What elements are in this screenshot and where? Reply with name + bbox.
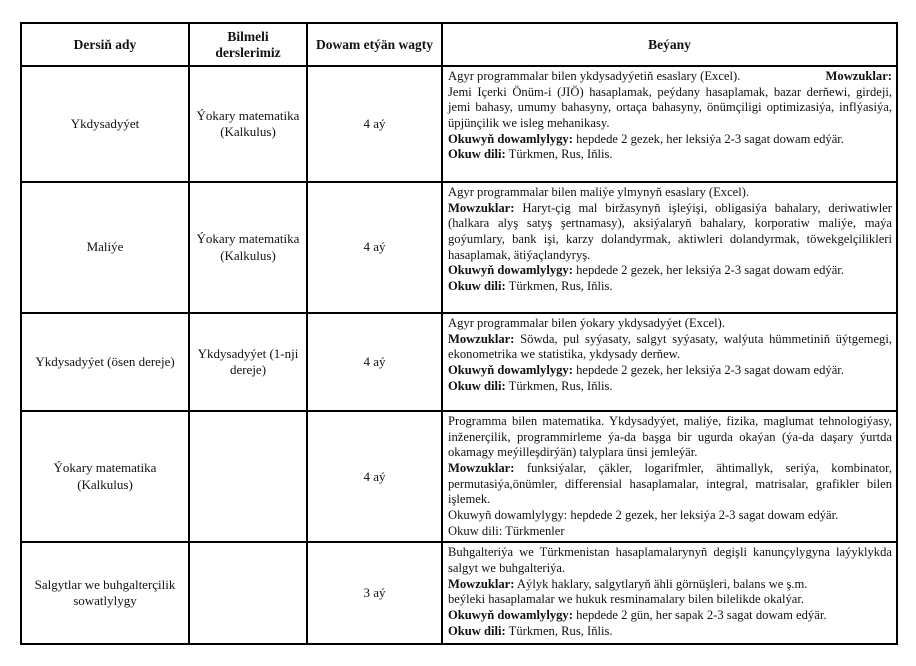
description-label: Okuw dili:	[448, 623, 506, 638]
table-header-row	[21, 23, 897, 66]
description-line	[448, 201, 892, 264]
description-line	[448, 363, 892, 379]
description-text: Jemi Içerki Önüm-i (JIÖ) hasaplamak, peýdany hasaplamak, bazar derňewi, girdeji, jemi bahasy, umumy bahasyny, ortaça bahasyny, önümçiligi optimizasiýa, inflýasiýa, üpjünçilik we isleg mehanikasy.	[448, 84, 892, 131]
description-line	[448, 147, 892, 163]
description-text: Agyr programmalar bilen ykdysadyýetiň esaslary (Excel).	[448, 69, 741, 83]
description-cell	[442, 542, 897, 644]
description-text: Türkmen, Rus, Iňlis.	[505, 147, 613, 162]
description-line	[448, 332, 892, 363]
description-text: funksiýalar, çäkler, logarifmler, ähtimallyk, seriýa, kombinator, permutasiýa,önümler, differensial hasaplamalar, integral, matrisalar, grafikler bilen işlemek.	[448, 461, 892, 507]
description-line	[448, 461, 892, 508]
description-text: Okuw dili: Türkmenler	[448, 523, 565, 538]
description-label: Mowzuklar:	[448, 461, 515, 476]
description-text: Türkmen, Rus, Iňlis.	[505, 279, 613, 294]
description-line	[448, 279, 892, 295]
table-row	[21, 182, 897, 313]
description-text: Haryt-çig mal biržasynyň işleýişi, obligasiýa bahalary, deriwatiwler (halkara alyş satyş şertnamasy), aksiýalaryň bahalary, korporatiw maliýe, maýa goýumlary, bank işi, karzy dolandyrmak, aktiwleri dolandyrmak, töwekgelçilikleri hasaplamak, ätiýaçlandyryş.	[448, 200, 892, 262]
description-text: Buhgalteriýa we Türkmenistan hasaplamalarynyň degişli kanunçylygyna laýyklykda salgyt we buhgalteriýa.	[448, 545, 892, 576]
description-label: Okuwyň dowamlylygy:	[448, 131, 573, 146]
description-cell	[442, 182, 897, 313]
description-line	[448, 85, 892, 132]
description-cell	[442, 411, 897, 542]
description-text: hepdede 2 gezek, her leksiýa 2-3 sagat dowam edýär.	[572, 131, 844, 146]
prerequisite-cell: Ykdysadyýet (1-nji dereje)	[189, 313, 307, 411]
description-label: Okuwyň dowamlylygy:	[448, 363, 573, 378]
duration-cell: 3 aý	[307, 542, 442, 644]
description-label: Okuw dili:	[448, 279, 506, 294]
description-line	[448, 414, 892, 461]
description-text: Türkmen, Rus, Iňlis.	[505, 623, 613, 638]
table-row	[21, 542, 897, 644]
description-label: Mowzuklar:	[825, 69, 892, 83]
header-course-name: Dersiň ady	[21, 23, 189, 66]
duration-cell: 4 aý	[307, 66, 442, 182]
description-label: Okuw dili:	[448, 378, 506, 393]
description-line	[448, 508, 892, 524]
description-line	[448, 379, 892, 395]
description-line	[448, 69, 892, 85]
description-line	[448, 524, 892, 540]
description-cell	[442, 66, 897, 182]
table-row	[21, 313, 897, 411]
course-name-cell: Salgytlar we buhgalterçilik sowatlylygy	[21, 542, 189, 644]
description-line	[448, 624, 892, 640]
course-name-cell: Ýokary matematika (Kalkulus)	[21, 411, 189, 542]
duration-cell: 4 aý	[307, 313, 442, 411]
prerequisite-cell	[189, 411, 307, 542]
description-text: beýleki hasaplamalar we hukuk resminamalary bilen bilelikde okalýar.	[448, 592, 805, 607]
description-label: Okuwyň dowamlylygy:	[448, 608, 573, 623]
description-line	[448, 592, 892, 608]
description-text: Agyr programmalar bilen maliýe ylmynyň esaslary (Excel).	[448, 185, 750, 199]
table-body	[21, 66, 897, 644]
duration-cell: 4 aý	[307, 411, 442, 542]
table-row	[21, 411, 897, 542]
description-line	[448, 185, 892, 201]
header-description: Beýany	[442, 23, 897, 66]
course-name-cell: Ykdysadyýet	[21, 66, 189, 182]
description-label: Mowzuklar:	[448, 331, 515, 346]
duration-cell: 4 aý	[307, 182, 442, 313]
description-text: Aýlyk haklary, salgytlaryň ähli görnüşleri, balans we ş.m.	[514, 576, 808, 591]
description-text: Agyr programmalar bilen ýokary ykdysadyýet (Excel).	[448, 316, 725, 330]
course-table	[20, 22, 898, 645]
course-name-cell: Maliýe	[21, 182, 189, 313]
description-text: Programma bilen matematika. Ykdysadyýet, maliýe, fizika, maglumat tehnologiýasy, inženerçilik, programmirleme ýa-da başga bir ugurda okaýan (ýa-da daşary ýurtda okamagy meýilleşdirýän) talyplara ünsi jemleýär.	[448, 414, 892, 460]
description-line	[448, 132, 892, 148]
description-line	[448, 316, 892, 332]
description-text: Türkmen, Rus, Iňlis.	[505, 378, 613, 393]
table-row	[21, 66, 897, 182]
description-label: Okuwyň dowamlylygy:	[448, 263, 573, 278]
header-duration: Dowam etýän wagty	[307, 23, 442, 66]
description-text: hepdede 2 gezek, her leksiýa 2-3 sagat dowam edýär.	[572, 363, 844, 378]
prerequisite-cell: Ýokary matematika (Kalkulus)	[189, 182, 307, 313]
description-text: hepdede 2 gün, her sapak 2-3 sagat dowam edýär.	[572, 608, 827, 623]
description-line	[448, 608, 892, 624]
description-label: Mowzuklar:	[448, 200, 515, 215]
course-name-cell: Ykdysadyýet (ösen dereje)	[21, 313, 189, 411]
description-cell	[442, 313, 897, 411]
description-label: Okuw dili:	[448, 147, 506, 162]
description-text: Söwda, pul syýasaty, salgyt syýasaty, walýuta hümmetiniň üýtgemegi, ekonometrika we statistika, ykdysady derňew.	[448, 331, 892, 362]
header-prerequisites: Bilmeli derslerimiz	[189, 23, 307, 66]
description-line	[448, 545, 892, 576]
prerequisite-cell	[189, 542, 307, 644]
description-label: Mowzuklar:	[448, 576, 515, 591]
prerequisite-cell: Ýokary matematika (Kalkulus)	[189, 66, 307, 182]
description-line	[448, 263, 892, 279]
description-line	[448, 577, 892, 593]
description-text: Okuwyň dowamlylygy: hepdede 2 gezek, her leksiýa 2-3 sagat dowam edýär.	[448, 508, 839, 523]
description-text: hepdede 2 gezek, her leksiýa 2-3 sagat dowam edýär.	[572, 263, 844, 278]
